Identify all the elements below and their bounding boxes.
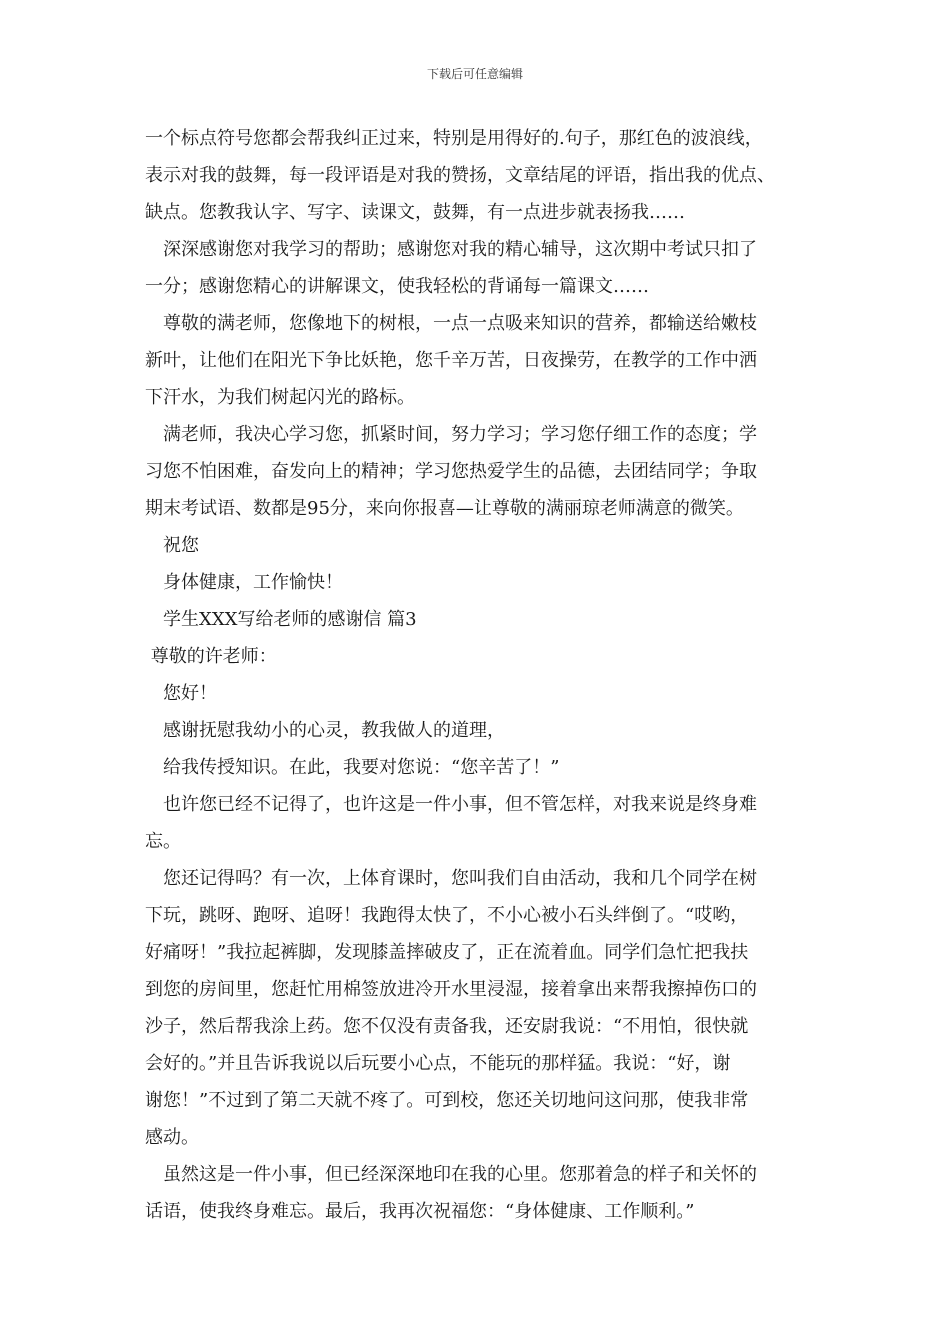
text-line: 下玩，跳呀、跑呀、追呀！我跑得太快了，不小心被小石头绊倒了。“哎哟，: [145, 905, 749, 926]
text-line: 会好的。”并且告诉我说以后玩要小心点，不能玩的那样猛。我说：“好，谢: [145, 1053, 731, 1074]
text-line: 给我传授知识。在此，我要对您说：“您辛苦了！”: [145, 757, 560, 778]
text-line: 新叶，让他们在阳光下争比妖艳，您千辛万苦，日夜操劳，在教学的工作中洒: [145, 350, 757, 371]
text-line: 也许您已经不记得了，也许这是一件小事，但不管怎样，对我来说是终身难: [145, 794, 757, 815]
text-line: 感谢抚慰我幼小的心灵，教我做人的道理，: [145, 720, 505, 741]
text-line: 一分；感谢您精心的讲解课文，使我轻松的背诵每一篇课文……: [145, 276, 649, 297]
text-line: 话语，使我终身难忘。最后，我再次祝福您：“身体健康、工作顺利。”: [145, 1201, 695, 1222]
text-line: 下汗水，为我们树起闪光的路标。: [145, 387, 415, 408]
text-line: 忘。: [145, 831, 181, 852]
text-line: 尊敬的满老师，您像地下的树根，一点一点吸来知识的营养，都输送给嫩枝: [145, 313, 757, 334]
text-line: 身体健康，工作愉快！: [145, 572, 343, 593]
text-line: 习您不怕困难，奋发向上的精神；学习您热爱学生的品德，去团结同学；争取: [145, 461, 757, 482]
text-line: 期末考试语、数都是95分，来向你报喜—让尊敬的满丽琼老师满意的微笑。: [145, 498, 744, 519]
text-line: 表示对我的鼓舞，每一段评语是对我的赞扬，文章结尾的评语，指出我的优点、: [145, 165, 775, 186]
page-header: 下载后可任意编辑: [426, 67, 523, 81]
text-line: 祝您: [145, 535, 199, 556]
text-line: 缺点。您教我认字、写字、读课文，鼓舞，有一点进步就表扬我……: [145, 202, 685, 223]
text-line: 您还记得吗？有一次，上体育课时，您叫我们自由活动，我和几个同学在树: [145, 868, 757, 889]
text-line: 好痛呀！”我拉起裤脚，发现膝盖摔破皮了，正在流着血。同学们急忙把我扶: [145, 942, 749, 963]
salutation: 尊敬的许老师：: [145, 646, 277, 667]
text-line: 您好！: [145, 683, 217, 704]
document-body: [145, 120, 810, 1230]
text-line: 满老师，我决心学习您，抓紧时间，努力学习；学习您仔细工作的态度；学: [145, 424, 757, 445]
section-title: 学生XXX写给老师的感谢信 篇3: [145, 609, 417, 630]
text-line: 深深感谢您对我学习的帮助；感谢您对我的精心辅导，这次期中考试只扣了: [145, 239, 757, 260]
text-line: 一个标点符号您都会帮我纠正过来，特别是用得好的.句子，那红色的波浪线，: [145, 128, 763, 149]
text-line: 沙子，然后帮我涂上药。您不仅没有责备我，还安尉我说：“不用怕，很快就: [145, 1016, 749, 1037]
text-line: 到您的房间里，您赶忙用棉签放进冷开水里浸湿，接着拿出来帮我擦掉伤口的: [145, 979, 757, 1000]
text-line: 感动。: [145, 1127, 199, 1148]
text-line: 虽然这是一件小事，但已经深深地印在我的心里。您那着急的样子和关怀的: [145, 1164, 757, 1185]
text-line: 谢您！”不过到了第二天就不疼了。可到校，您还关切地问这问那，使我非常: [145, 1090, 749, 1111]
